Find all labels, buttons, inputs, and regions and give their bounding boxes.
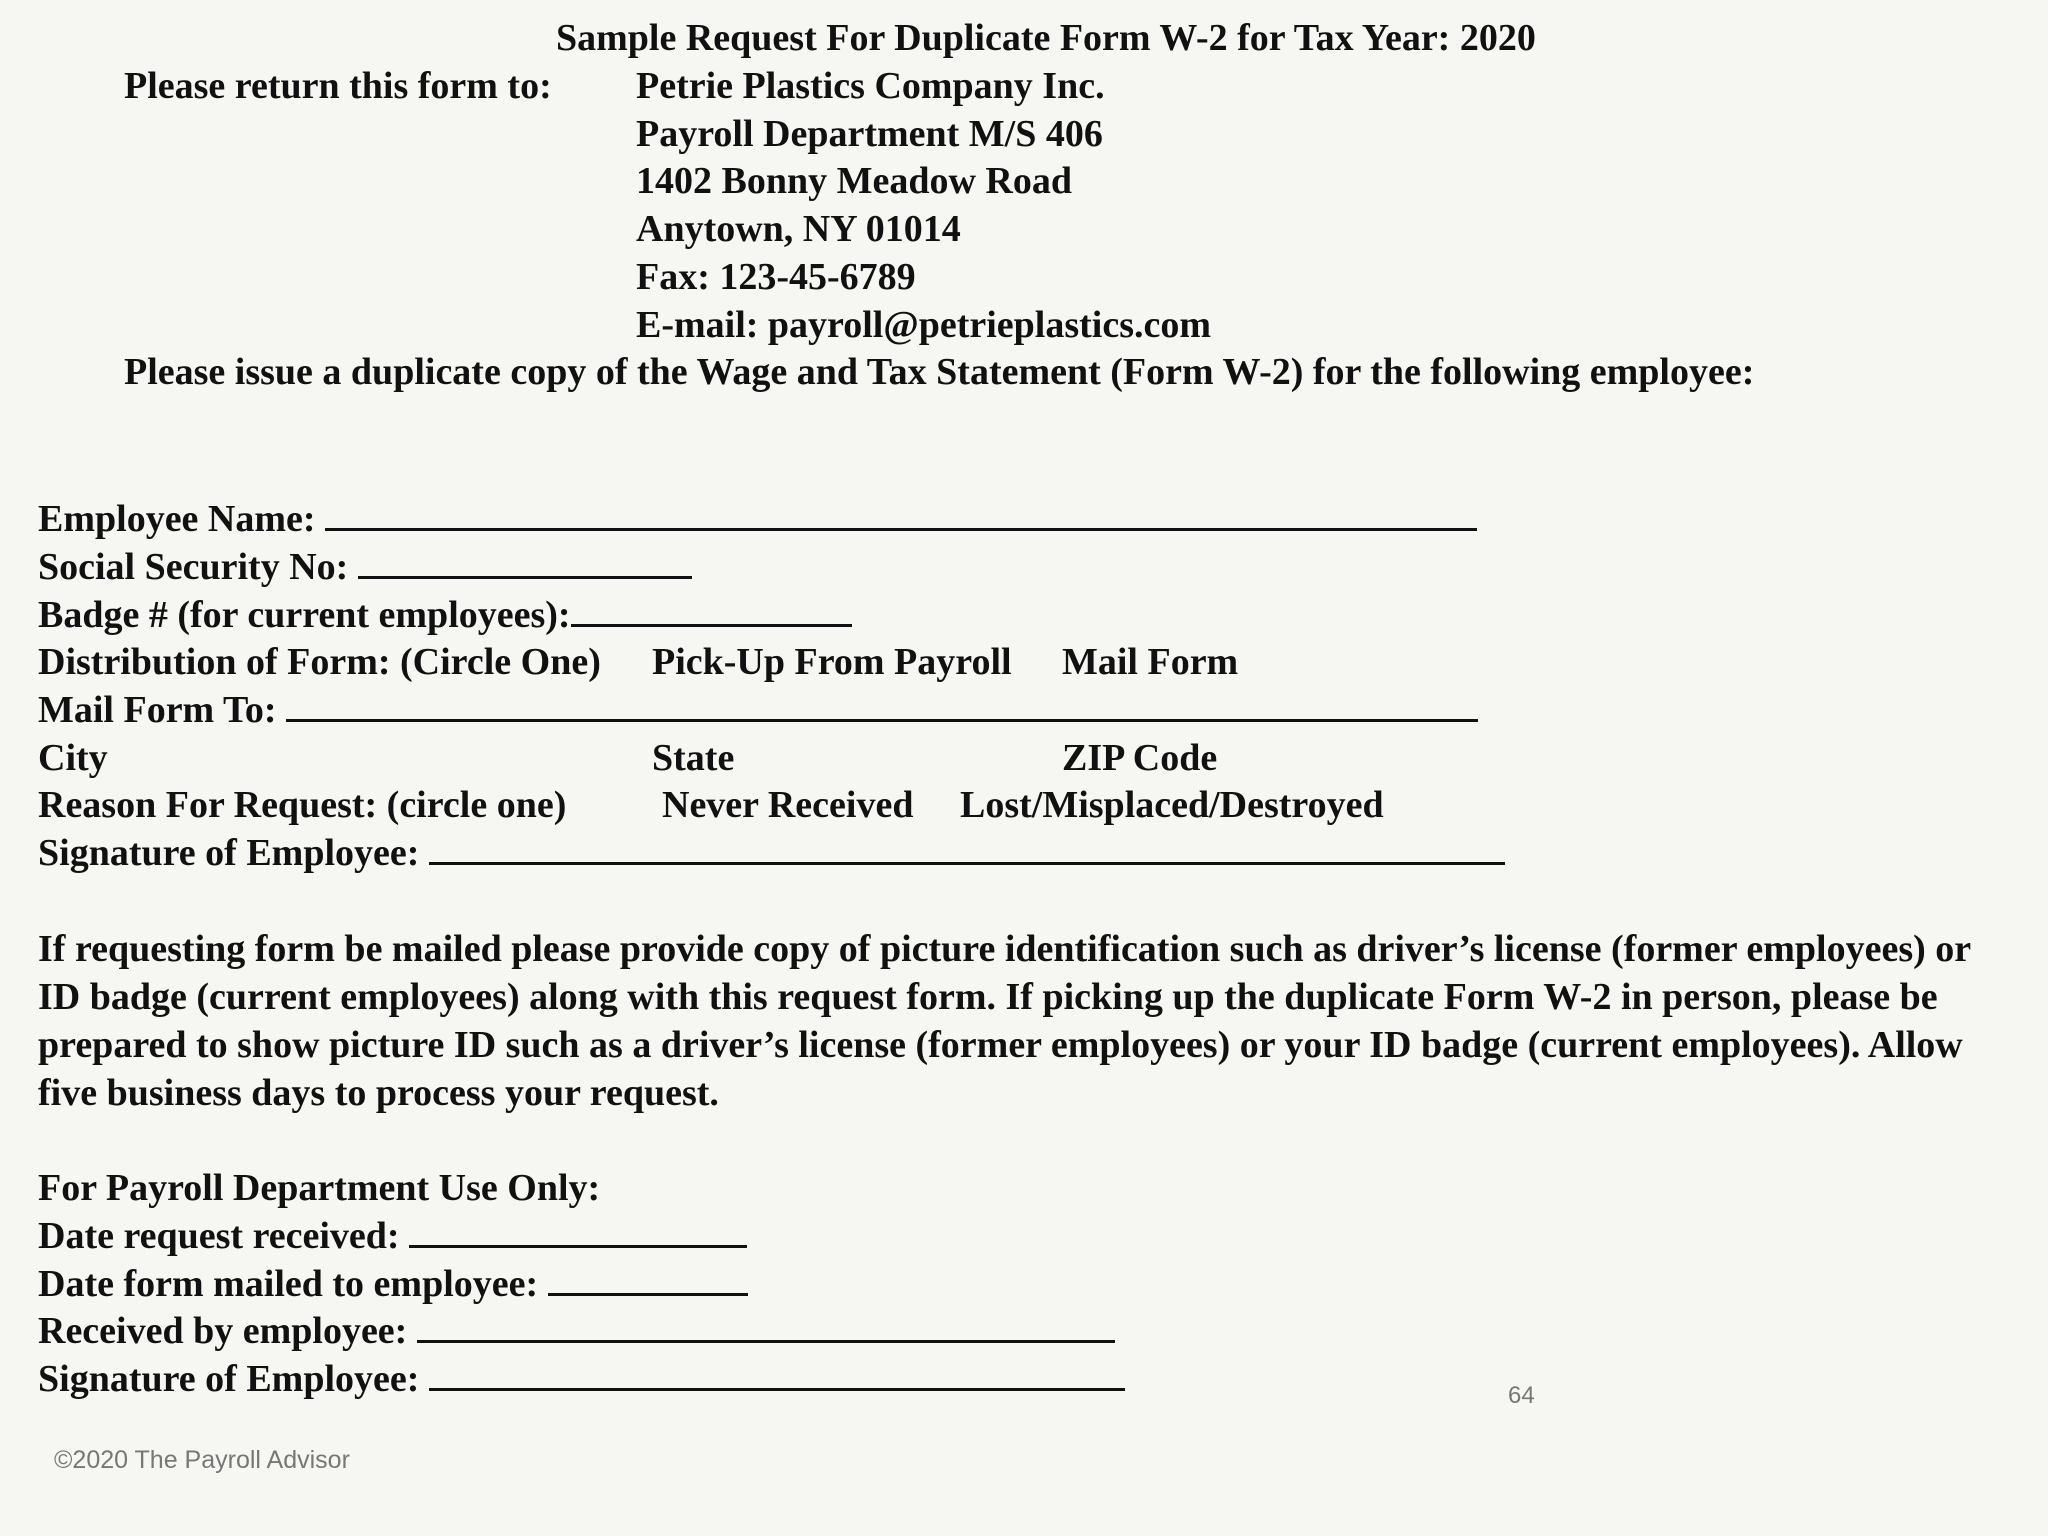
city-label: City (38, 737, 108, 779)
mail-to-row (38, 686, 1478, 734)
date-received-row (38, 1212, 747, 1260)
ssn-blank[interactable] (358, 543, 692, 579)
street-address: 1402 Bonny Meadow Road (636, 160, 1072, 202)
ssn-label: Social Security No: (38, 546, 349, 588)
date-received-blank[interactable] (409, 1212, 747, 1248)
date-mailed-label: Date form mailed to employee: (38, 1263, 539, 1305)
date-mailed-blank[interactable] (548, 1260, 748, 1296)
employee-name-blank[interactable] (325, 495, 1477, 531)
employee-signature-row (38, 829, 1505, 877)
state-label: State (652, 737, 735, 779)
employee-name-row (38, 495, 1477, 543)
employee-signature-blank[interactable] (429, 829, 1505, 865)
payroll-signature-blank[interactable] (429, 1355, 1125, 1391)
reason-option-lost[interactable]: Lost/Misplaced/Destroyed (960, 784, 1384, 826)
distribution-option-mail[interactable]: Mail Form (1062, 641, 1239, 683)
distribution-option-pickup[interactable]: Pick-Up From Payroll (652, 641, 1012, 683)
company-name: Petrie Plastics Company Inc. (636, 65, 1105, 107)
page-number: 64 (1508, 1382, 1535, 1409)
badge-row (38, 591, 852, 639)
employee-signature-label: Signature of Employee: (38, 832, 420, 874)
received-by-label: Received by employee: (38, 1310, 408, 1352)
badge-label: Badge # (for current employees): (38, 594, 571, 636)
fax-number: Fax: 123-45-6789 (636, 256, 916, 298)
return-to-label: Please return this form to: (124, 65, 552, 107)
zip-label: ZIP Code (1062, 737, 1218, 779)
ssn-row (38, 543, 692, 591)
payroll-signature-row (38, 1355, 1125, 1403)
date-received-label: Date request received: (38, 1215, 400, 1257)
badge-blank[interactable] (571, 591, 852, 627)
employee-name-label: Employee Name: (38, 498, 316, 540)
mailing-instructions: If requesting form be mailed please provide copy of picture identification such as driver’s license (former employees) or ID badge (current employees) along with this request form. If picking up the duplicate Form W-2 in person, please be prepared to show picture ID such as a driver’s license (former employees) or your ID badge (current employees). Allow five business days to process your request. (38, 928, 1971, 1114)
date-mailed-row (38, 1260, 748, 1308)
reason-option-never-received[interactable]: Never Received (662, 784, 914, 826)
email-address: E-mail: payroll@petrieplastics.com (636, 304, 1212, 346)
department-line: Payroll Department M/S 406 (636, 113, 1103, 155)
copyright-footer: ©2020 The Payroll Advisor (54, 1446, 350, 1474)
city-state-zip: Anytown, NY 01014 (636, 208, 961, 250)
payroll-use-heading: For Payroll Department Use Only: (38, 1167, 601, 1209)
mail-to-label: Mail Form To: (38, 689, 277, 731)
reason-label: Reason For Request: (circle one) (38, 784, 567, 826)
instruction-text: Please issue a duplicate copy of the Wage and Tax Statement (Form W-2) for the following employee: (124, 351, 1755, 393)
payroll-signature-label: Signature of Employee: (38, 1358, 420, 1400)
form-title: Sample Request For Duplicate Form W-2 for Tax Year: 2020 (556, 17, 1536, 59)
mail-to-blank[interactable] (286, 686, 1478, 722)
received-by-row (38, 1307, 1115, 1355)
received-by-blank[interactable] (417, 1307, 1115, 1343)
distribution-label: Distribution of Form: (Circle One) (38, 641, 601, 683)
